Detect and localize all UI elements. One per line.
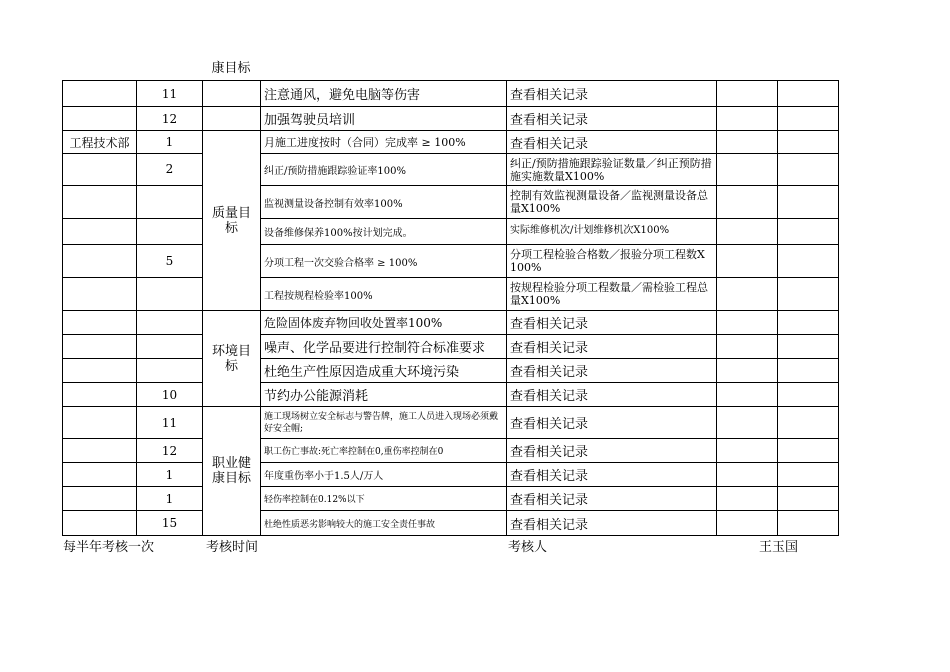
target-text: 纠正/预防措施跟踪验证率100% [264, 166, 406, 177]
target-text: 工程按规程检验率100% [264, 290, 373, 302]
target-text: 职工伤亡事故:死亡率控制在0,重伤率控制在0 [264, 447, 444, 457]
target-text: 杜绝生产性原因造成重大环境污染 [264, 365, 460, 380]
record-link[interactable]: 查看相关记录 [510, 365, 589, 380]
target-text: 危险固体废弃物回收处置率100% [264, 316, 443, 330]
row-number: 5 [165, 254, 174, 268]
target-text: 噪声、化学品要进行控制符合标准要求 [264, 341, 486, 356]
category-health: 职业健康目标 [211, 456, 251, 486]
record-link[interactable]: 查看相关记录 [510, 417, 589, 432]
category-health-continued: 康目标 [211, 60, 251, 76]
row-number: 11 [161, 415, 178, 430]
target-text: 施工现场树立安全标志与警告牌，施工人员进入现场必须戴好安全帽; [264, 411, 499, 434]
target-text: 分项工程一次交验合格率 ≥ 100% [264, 257, 418, 269]
record-link[interactable]: 查看相关记录 [510, 113, 589, 128]
record-formula: 控制有效监视测量设备／监视测量设备总量X100% [510, 189, 708, 215]
category-environment: 环境目标 [211, 343, 251, 374]
record-link[interactable]: 查看相关记录 [510, 493, 589, 508]
assessment-frequency: 每半年考核一次 [63, 539, 155, 554]
record-link[interactable]: 查看相关记录 [510, 341, 589, 356]
row-number: 15 [161, 516, 178, 530]
record-link[interactable]: 查看相关记录 [510, 136, 589, 152]
target-text: 加强驾驶员培训 [264, 113, 356, 128]
row-number: 1 [165, 135, 174, 149]
row-number: 1 [165, 491, 174, 506]
assessor-name: 王玉国 [759, 539, 799, 554]
row-number: 1 [165, 467, 174, 482]
row-number: 11 [161, 86, 178, 101]
target-text: 监视测量设备控制有效率100% [264, 198, 403, 210]
target-text: 杜绝性质恶劣影响较大的施工安全责任事故 [264, 519, 436, 530]
record-formula: 实际维修机次/计划维修机次X100% [510, 224, 670, 236]
record-link[interactable]: 查看相关记录 [510, 88, 589, 103]
target-text: 月施工进度按时（合同）完成率 ≥ 100% [264, 136, 466, 149]
target-text: 节约办公能源消耗 [264, 389, 369, 404]
record-formula: 分项工程检验合格数／报验分项工程数X 100% [510, 248, 705, 274]
record-link[interactable]: 查看相关记录 [510, 469, 589, 484]
row-number: 12 [161, 111, 178, 126]
assessor-label: 考核人 [508, 539, 548, 554]
record-formula: 纠正/预防措施跟踪验证数量／纠正预防措施实施数量X100% [510, 156, 712, 183]
department-name: 工程技术部 [69, 135, 130, 150]
target-text: 注意通风，避免电脑等伤害 [264, 88, 421, 103]
target-text: 设备维修保养100%按计划完成。 [264, 228, 413, 239]
row-number: 12 [161, 443, 178, 458]
category-quality: 质量目标 [211, 205, 251, 236]
record-link[interactable]: 查看相关记录 [510, 445, 589, 460]
row-number: 10 [161, 387, 178, 402]
record-link[interactable]: 查看相关记录 [510, 317, 589, 332]
target-text: 轻伤率控制在0.12%以下 [264, 495, 365, 505]
record-formula: 按规程检验分项工程数量／需检验工程总量X100% [510, 281, 708, 307]
record-link[interactable]: 查看相关记录 [510, 389, 589, 404]
assessment-time-label: 考核时间 [206, 539, 259, 554]
record-link[interactable]: 查看相关记录 [510, 517, 589, 533]
row-number: 2 [165, 162, 174, 176]
target-text: 年度重伤率小于1.5人/万人 [264, 471, 384, 482]
